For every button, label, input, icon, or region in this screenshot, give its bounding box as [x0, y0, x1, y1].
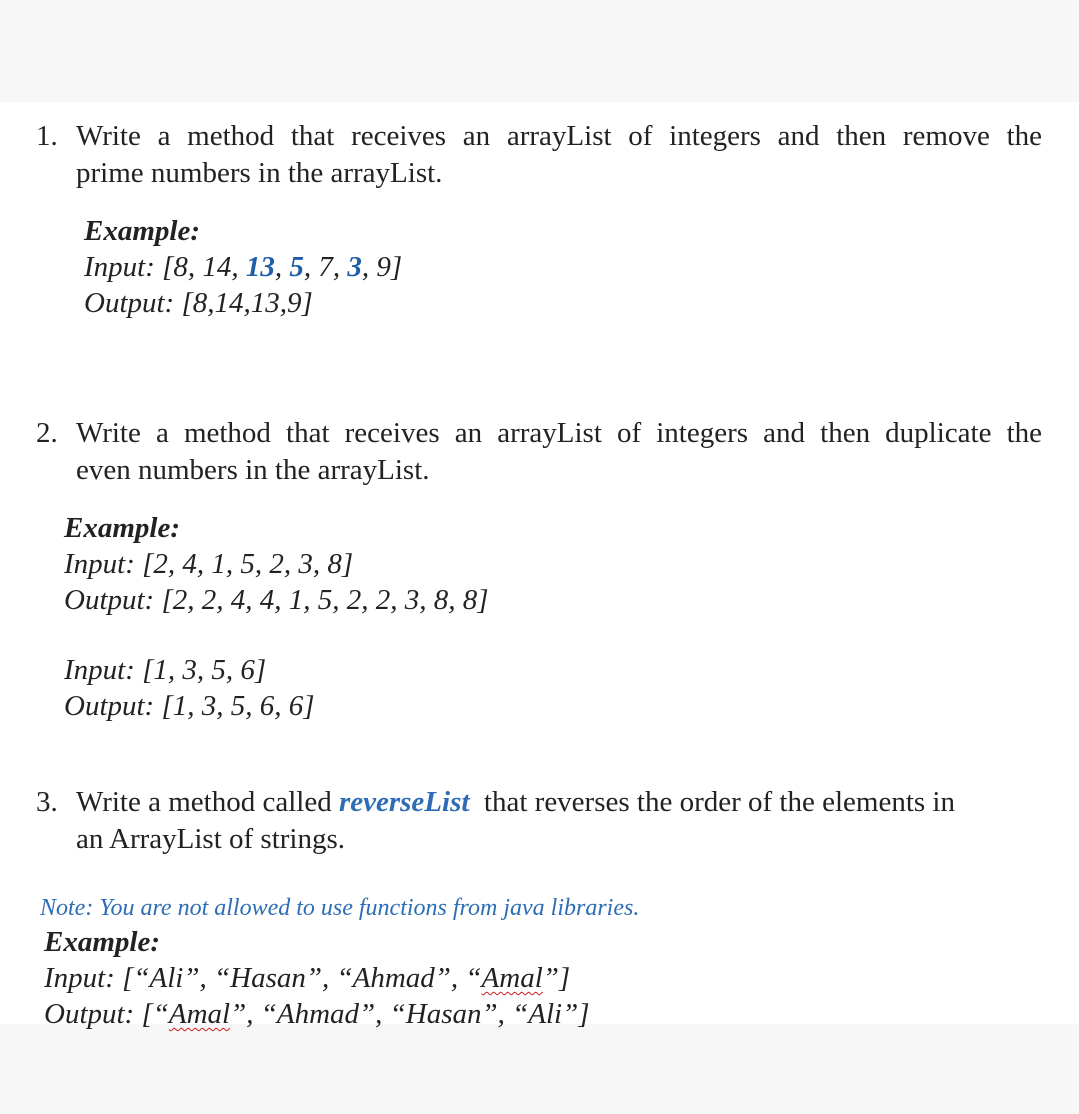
- example-input: [84, 249, 402, 285]
- question-3-example: [44, 924, 590, 1032]
- example-spacer: [64, 618, 489, 652]
- question-3-text: [76, 784, 1042, 858]
- example-output: [44, 996, 590, 1032]
- question-2-line-2: even numbers in the arrayList.: [76, 454, 430, 486]
- example-input-2: Input: [1, 3, 5, 6]: [64, 654, 267, 686]
- example-title: Example:: [64, 512, 180, 544]
- question-1-number: 1.: [36, 120, 58, 152]
- example-output: Output: [8,14,13,9]: [84, 287, 313, 319]
- question-1-line-2: prime numbers in the arrayList.: [76, 157, 443, 189]
- example-title: Example:: [84, 215, 200, 247]
- question-3-line-1: [76, 784, 1042, 821]
- spellcheck-word: Amal: [168, 998, 231, 1030]
- question-2-number: 2.: [36, 417, 58, 449]
- spellcheck-word: Amal: [481, 962, 543, 994]
- example-output-2: Output: [1, 3, 5, 6, 6]: [64, 690, 315, 722]
- question-1-example: [84, 213, 402, 321]
- question-1-line-1: Write a method that receives an arrayList of integers and then remove the: [76, 120, 1042, 152]
- example-output-1: Output: [2, 2, 4, 4, 1, 5, 2, 2, 3, 8, 8]: [64, 584, 489, 616]
- function-name: reverseList: [338, 786, 470, 818]
- prime-highlight: 5: [289, 251, 304, 283]
- question-3-line-2: an ArrayList of strings.: [76, 823, 346, 855]
- question-3-note: Note: You are not allowed to use functions from java libraries.: [40, 895, 640, 921]
- question-2-text: [76, 415, 1042, 489]
- input-suffix: ”]: [542, 962, 571, 994]
- input-suffix: , 9]: [361, 251, 403, 283]
- question-2-line-1: Write a method that receives an arrayList of integers and then duplicate the: [76, 417, 1042, 449]
- output-suffix: ”, “Ahmad”, “Hasan”, “Ali”]: [230, 998, 590, 1030]
- input-text: Input: [“Ali”, “Hasan”, “Ahmad”, “: [44, 962, 482, 994]
- input-separator: ,: [274, 251, 290, 283]
- line-text: Write a method called: [76, 786, 339, 818]
- prime-highlight: 3: [347, 251, 362, 283]
- example-title: Example:: [44, 926, 160, 958]
- prime-highlight: 13: [245, 251, 275, 283]
- example-input-1: Input: [2, 4, 1, 5, 2, 3, 8]: [64, 548, 354, 580]
- line-text: that reverses the order of the elements in: [469, 786, 955, 818]
- question-3-number: 3.: [36, 786, 58, 818]
- example-input: [44, 960, 590, 996]
- input-separator: , 7,: [303, 251, 348, 283]
- question-2-example: [64, 510, 489, 724]
- question-1-text: [76, 118, 1042, 192]
- input-text: Input: [8, 14,: [84, 251, 246, 283]
- output-text: Output: [“: [44, 998, 169, 1030]
